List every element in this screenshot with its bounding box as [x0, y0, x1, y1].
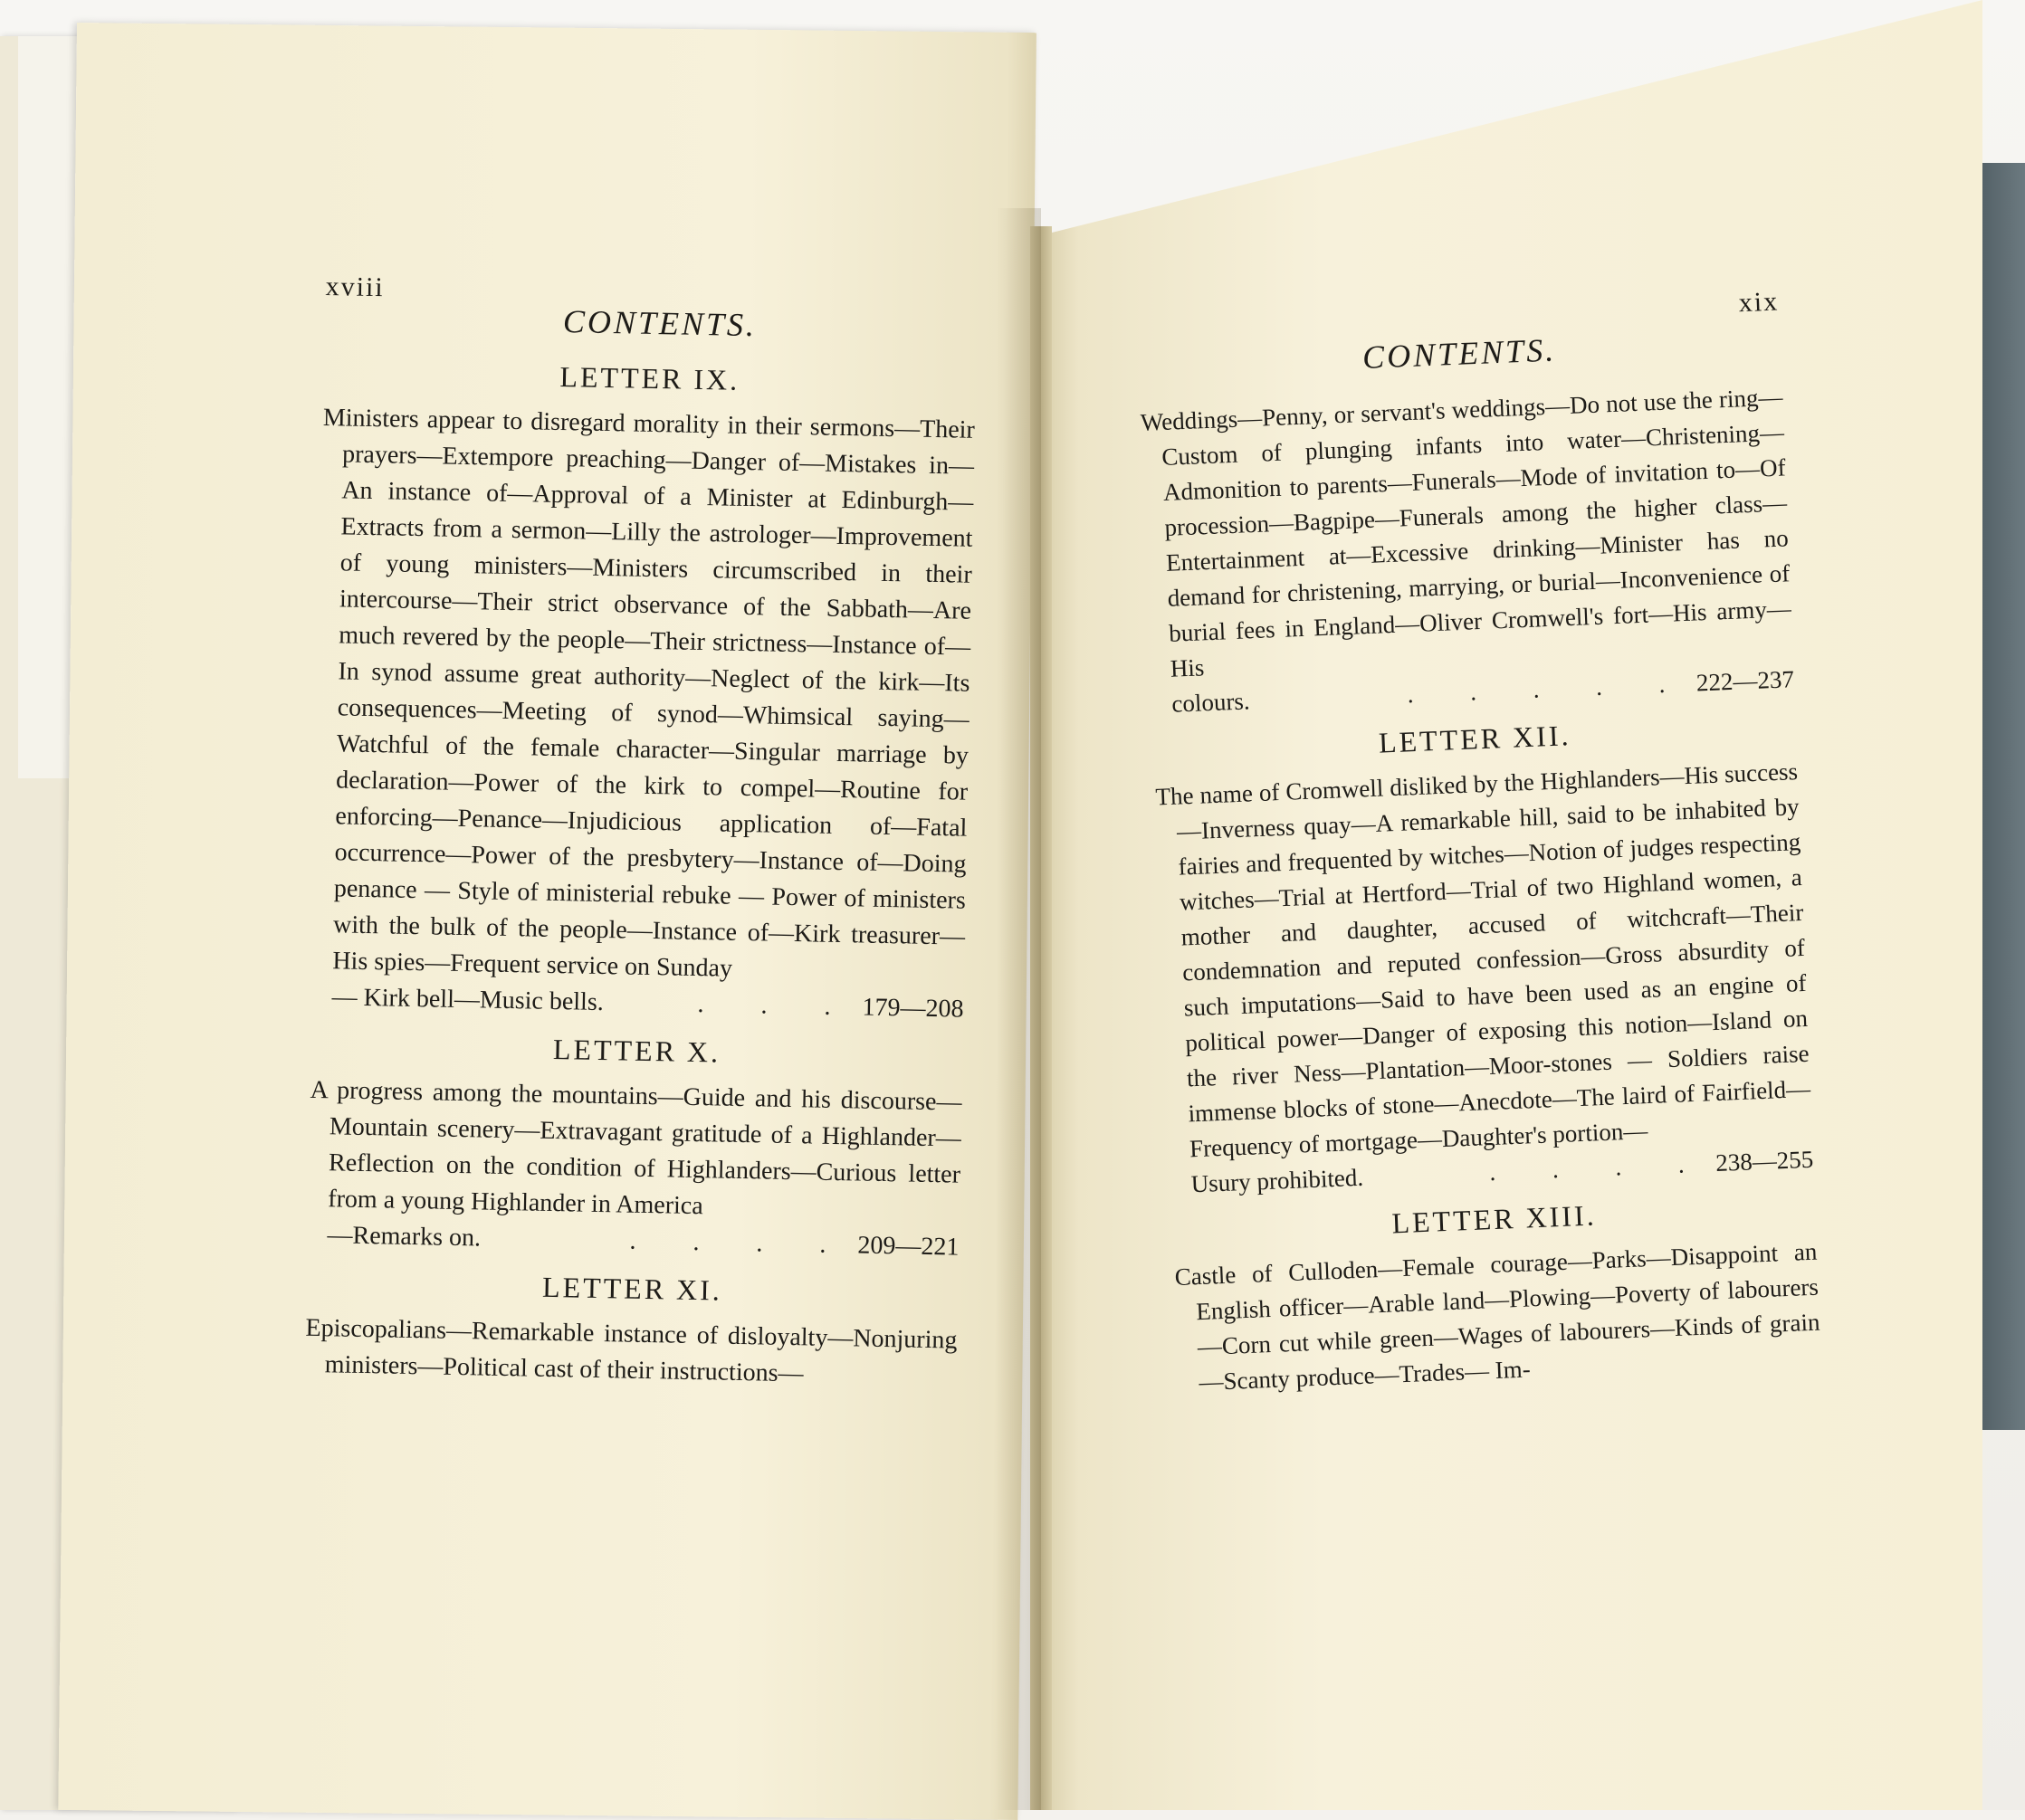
summary-last-line: Usury prohibited. — [1190, 1163, 1364, 1198]
page-range: 209—221 — [857, 1231, 960, 1262]
gutter-shadow — [996, 208, 1041, 1810]
contents-entry-letter-xiii — [1172, 1190, 1822, 1401]
letter-heading: LETTER IX. — [559, 359, 740, 396]
page-number: xviii — [325, 272, 386, 303]
contents-entry-letter-xi-continued — [1140, 379, 1795, 722]
contents-entry-letter-ix — [311, 356, 976, 1028]
letter-heading: LETTER XIII. — [1390, 1198, 1598, 1240]
leader-dots: . . . . . — [1407, 669, 1691, 709]
page-range: 222—237 — [1695, 665, 1795, 697]
letter-summary: A progress among the mountains—Guide and his discourse—Mountain scenery—Extravagant gratitude of a Highlander—Reflection on the condition of Highlanders—Curious letter from a young Highlander in America — [310, 1075, 962, 1221]
running-title: CONTENTS. — [562, 303, 758, 344]
running-title: CONTENTS. — [1361, 331, 1557, 376]
summary-last-line: — Kirk bell—Music bells. — [331, 983, 605, 1017]
page-range: 238—255 — [1715, 1145, 1814, 1177]
contents-entry-letter-xi — [304, 1266, 958, 1396]
letter-summary: The name of Cromwell disliked by the Highlanders—His success—Inverness quay—A remarkable hill, said to be inhabited by fairies and frequented by witches—Notion of judges respecting witches—Trial at Hertford—Trial of two Highland women, a mother and daughter, accused of witchcraft—Their condemnation and reputed confession—Gross absurdity of such imputations—Said to have been used as an engine of political power—Danger of exposing this notion—Island on the river Ness—Plantation—Moor-stones — Soldiers raise immense blocks of stone—Anecdote—The laird of Fairfield—Frequency of mortgage—Daughter's portion— — [1154, 758, 1811, 1163]
leader-dots: . . . . — [1488, 1149, 1711, 1186]
summary-last-line: colours. — [1170, 687, 1251, 718]
leader-dots: . . . — [697, 990, 856, 1022]
letter-summary: Episcopalians—Remarkable instance of disloyalty—Nonjuring ministers—Political cast of their instructions— — [305, 1313, 958, 1388]
page-number: xix — [1738, 286, 1780, 319]
contents-entry-letter-xii — [1153, 710, 1814, 1203]
letter-summary: Weddings—Penny, or servant's weddings—Do not use the ring—Custom of plunging infants into water—Christening—Admonition to parents—Funerals—Mode of invitation to—Of procession—Bagpipe—Funerals among the higher class—Entertainment at—Excessive drinking—Minister has no demand for christening, marrying, or burial—Inconvenience of burial fees in England—Oliver Cromwell's fort—His army—His — [1140, 383, 1792, 682]
leader-dots: . . . . — [629, 1226, 852, 1260]
letter-summary: Ministers appear to disregard morality in their sermons—Their prayers—Extempore preaching—Danger of—Mistakes in—An instance of—Approval of a Minister at Edinburgh—Extracts from a sermon—Lilly the astrologer—Improvement of young ministers—Ministers circumscribed in their intercourse—Their strict observance of the Sabbath—Are much revered by the people—Their strictness—Instance of—In synod assume great authority—Neglect of the kirk—Its consequences—Meeting of synod—Whimsical saying—Watchful of the female character—Singular marriage by declaration—Power of the kirk to compel—Routine for enforcing—Penance—Injudicious application of—Fatal occurrence—Power of the presbytery—Instance of—Doing penance — Style of ministerial rebuke — Power of ministers with the bulk of the people—Instance of—Kirk treasurer—His spies—Frequent service on Sunday — [322, 403, 976, 983]
letter-heading: LETTER XI. — [541, 1270, 723, 1307]
summary-last-line: —Remarks on. — [327, 1221, 482, 1253]
page-range: 179—208 — [862, 993, 964, 1024]
letter-heading: LETTER X. — [552, 1032, 721, 1069]
letter-summary: Castle of Culloden—Female courage—Parks—Disappoint an English officer—Arable land—Plowing—Poverty of labourers—Corn cut while green—Wages of labourers—Kinds of grain—Scanty produce—Trades— Im- — [1174, 1237, 1820, 1396]
letter-heading: LETTER XII. — [1378, 719, 1572, 759]
left-page-content — [304, 272, 977, 1396]
contents-entry-letter-x — [307, 1028, 963, 1266]
right-page-content — [1136, 287, 1822, 1402]
